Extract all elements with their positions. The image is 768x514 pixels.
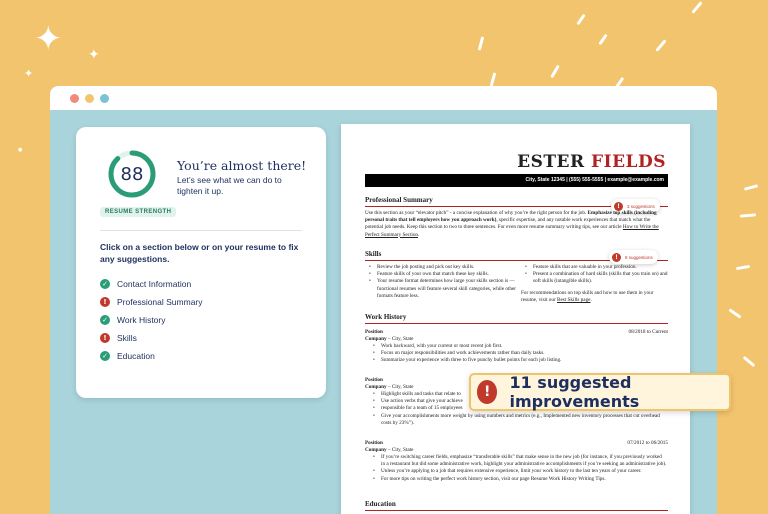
section-item-contact-information[interactable] (100, 279, 191, 289)
list-item: • Focus on major responsibilities and work achievements rather than daily tasks. (373, 350, 663, 357)
section-item-skills[interactable] (100, 333, 137, 343)
check-icon: ✓ (100, 279, 110, 289)
resume-section-work-history[interactable]: Work History (365, 313, 668, 324)
skills-note (521, 290, 667, 304)
resume-contact-bar: City, State 12345 | (555) 555-5555 | example@example.com (365, 174, 668, 187)
summary-text-bold: Emphasize top skills (including personal traits that tell employers how you approach work) (365, 210, 657, 224)
card-title: You’re almost there! (177, 158, 307, 173)
job-company (365, 336, 668, 343)
browser-window (50, 86, 717, 514)
decorative-dash (736, 265, 750, 270)
resume-strength-badge: RESUME STRENGTH (100, 207, 176, 217)
list-item: • Your resume format determines how large your skills section is — functional resumes will feature several skill categories, while other formats feature less. (369, 278, 517, 300)
job-location: – City, State (386, 447, 414, 453)
list-item: • If you’re switching career fields, emphasize “transferable skills” that make sense in the new job (for instance, if you previously worked in a restaurant but did some administrative work, highlight your administrative accomplishments if you’re seeking an administrative job). (373, 454, 667, 468)
decorative-dash (728, 308, 741, 318)
list-item: • responsible for a team of 15 employees (373, 405, 663, 412)
window-dot-minimize[interactable] (85, 94, 94, 103)
decorative-dash (740, 213, 756, 217)
list-item: • Work backward, with your current or most recent job first. (373, 343, 663, 350)
decorative-dash (743, 356, 756, 367)
sparkle-icon: ✦ (88, 47, 100, 63)
alert-icon: ! (612, 253, 621, 262)
summary-text-part: Use this section as your “elevator pitch” - a concise explanation of why you’re the right person for the job. (365, 210, 588, 216)
window-dot-close[interactable] (70, 94, 79, 103)
card-subtitle: Let’s see what we can do to tighten it up. (177, 175, 282, 196)
check-icon: ✓ (100, 315, 110, 325)
skills-list-right (525, 264, 669, 286)
sparkle-icon: ✦ (34, 19, 63, 59)
list-item: • Feature skills of your own that match these key skills. (369, 271, 517, 278)
suggestions-count: 8 suggestions (625, 254, 653, 260)
decorative-dash (576, 14, 585, 26)
job-position: Position (365, 440, 383, 446)
job-location: – City, State (386, 384, 414, 390)
job-location: – City, State (386, 336, 414, 342)
list-item: • For more tips on writing the perfect work history section, visit our page Resume Work History Writing Tips. (373, 476, 667, 483)
sparkle-icon: ● (18, 147, 23, 153)
alert-icon: ! (100, 297, 110, 307)
section-label: Skills (117, 333, 137, 343)
callout-text: 11 suggested improvements (509, 373, 640, 411)
decorative-dash (744, 184, 758, 191)
job-bullets (373, 454, 667, 483)
decorative-dash (550, 65, 560, 79)
job-position: Position (365, 329, 383, 335)
section-label: Professional Summary (117, 297, 203, 307)
summary-article-link[interactable]: How to Write the Perfect Summary Section (365, 224, 659, 238)
skills-note-text: For recommendations on top skills and how to use them in your resume, visit our (521, 290, 654, 304)
job-company (365, 447, 668, 454)
section-item-work-history[interactable] (100, 315, 166, 325)
suggested-improvements-callout[interactable] (469, 373, 731, 411)
job-company-name: Company (365, 447, 387, 453)
list-item: • Give your accomplishments more weight by using numbers and metrics (e.g., Implemented new inventory processes that cut overhead costs by 23%”). (373, 413, 663, 427)
resume-first-name: ESTER (517, 152, 585, 172)
section-label: Contact Information (117, 279, 192, 289)
alert-icon: ! (477, 380, 497, 404)
list-item: • Use action verbs that give your achieve (373, 398, 663, 405)
resume-last-name: FIELDS (591, 152, 666, 172)
section-label: Work History (117, 315, 166, 325)
resume-score-card (76, 127, 326, 398)
job-dates: 08/2018 to Current (628, 329, 668, 335)
decorative-dash (655, 39, 666, 52)
job-dates: 07/2012 to 06/2015 (627, 440, 668, 446)
skills-suggestions-bubble[interactable] (609, 250, 658, 264)
resume-name (517, 152, 666, 172)
decorative-dash (478, 36, 485, 50)
best-skills-link[interactable]: Best Skills page (557, 297, 591, 304)
section-item-education[interactable] (100, 351, 155, 361)
summary-text-part: , specific expertise, and any notable work experiences that match what the potential job needs. Keep this section to two to three sentences. For even more resume summary writing tips, see our article (365, 217, 651, 231)
list-item: • Review the job posting and pick out key skills. (369, 264, 517, 271)
resume-section-skills[interactable]: Skills (365, 250, 668, 261)
alert-icon: ! (100, 333, 110, 343)
decorative-dash (691, 1, 702, 14)
window-dot-maximize[interactable] (100, 94, 109, 103)
job-header (365, 440, 668, 447)
job-company-name: Company (365, 336, 387, 342)
sparkle-icon: ✦ (24, 67, 34, 80)
resume-section-education[interactable]: Education (365, 500, 668, 511)
skills-list-left (369, 264, 517, 300)
list-item: • Present a combination of hard skills (skills that you train on) and soft skills (intangible skills). (525, 271, 669, 285)
suggestions-count: 3 suggestions (627, 203, 655, 209)
alert-icon: ! (614, 202, 623, 211)
summary-text: Use this section as your “elevator pitch” - a concise explanation of why you’re the right person for the job. Emphasize top skills (including personal traits that tell employers how you approach work), specific expertise, and any notable work experiences that match what the potential job needs. Keep this section to two to three sentences. For even more resume summary writing tips, see our article How to Write the Perfect Summary Section. (365, 210, 659, 238)
window-title-bar (50, 86, 717, 110)
list-item: • Highlight skills and tasks that relate to (373, 391, 663, 398)
job-position: Position (365, 377, 383, 383)
section-item-professional-summary[interactable] (100, 297, 203, 307)
section-label: Education (117, 351, 155, 361)
job-header (365, 329, 668, 336)
score-value: 88 (120, 163, 144, 185)
job-bullets (373, 343, 663, 365)
decorative-dash (598, 34, 607, 46)
resume-preview[interactable] (341, 124, 690, 514)
list-item: • Summarize your experience with three to five punchy bullet points for each job listing. (373, 357, 663, 364)
skills-note-text: . (590, 297, 592, 304)
instructions-text: Click on a section below or on your resume to fix any suggestions. (100, 242, 299, 264)
divider (100, 230, 302, 231)
job-company-name: Company (365, 384, 387, 390)
list-item: • Unless you’re applying to a job that requires extensive experience, limit your work history to the last ten years of your career. (373, 468, 667, 475)
check-icon: ✓ (100, 351, 110, 361)
list-item: • Feature skills that are valuable in your profession. (525, 264, 669, 271)
resume-section-professional-summary[interactable]: Professional Summary (365, 196, 668, 207)
decorative-dash (490, 72, 497, 86)
